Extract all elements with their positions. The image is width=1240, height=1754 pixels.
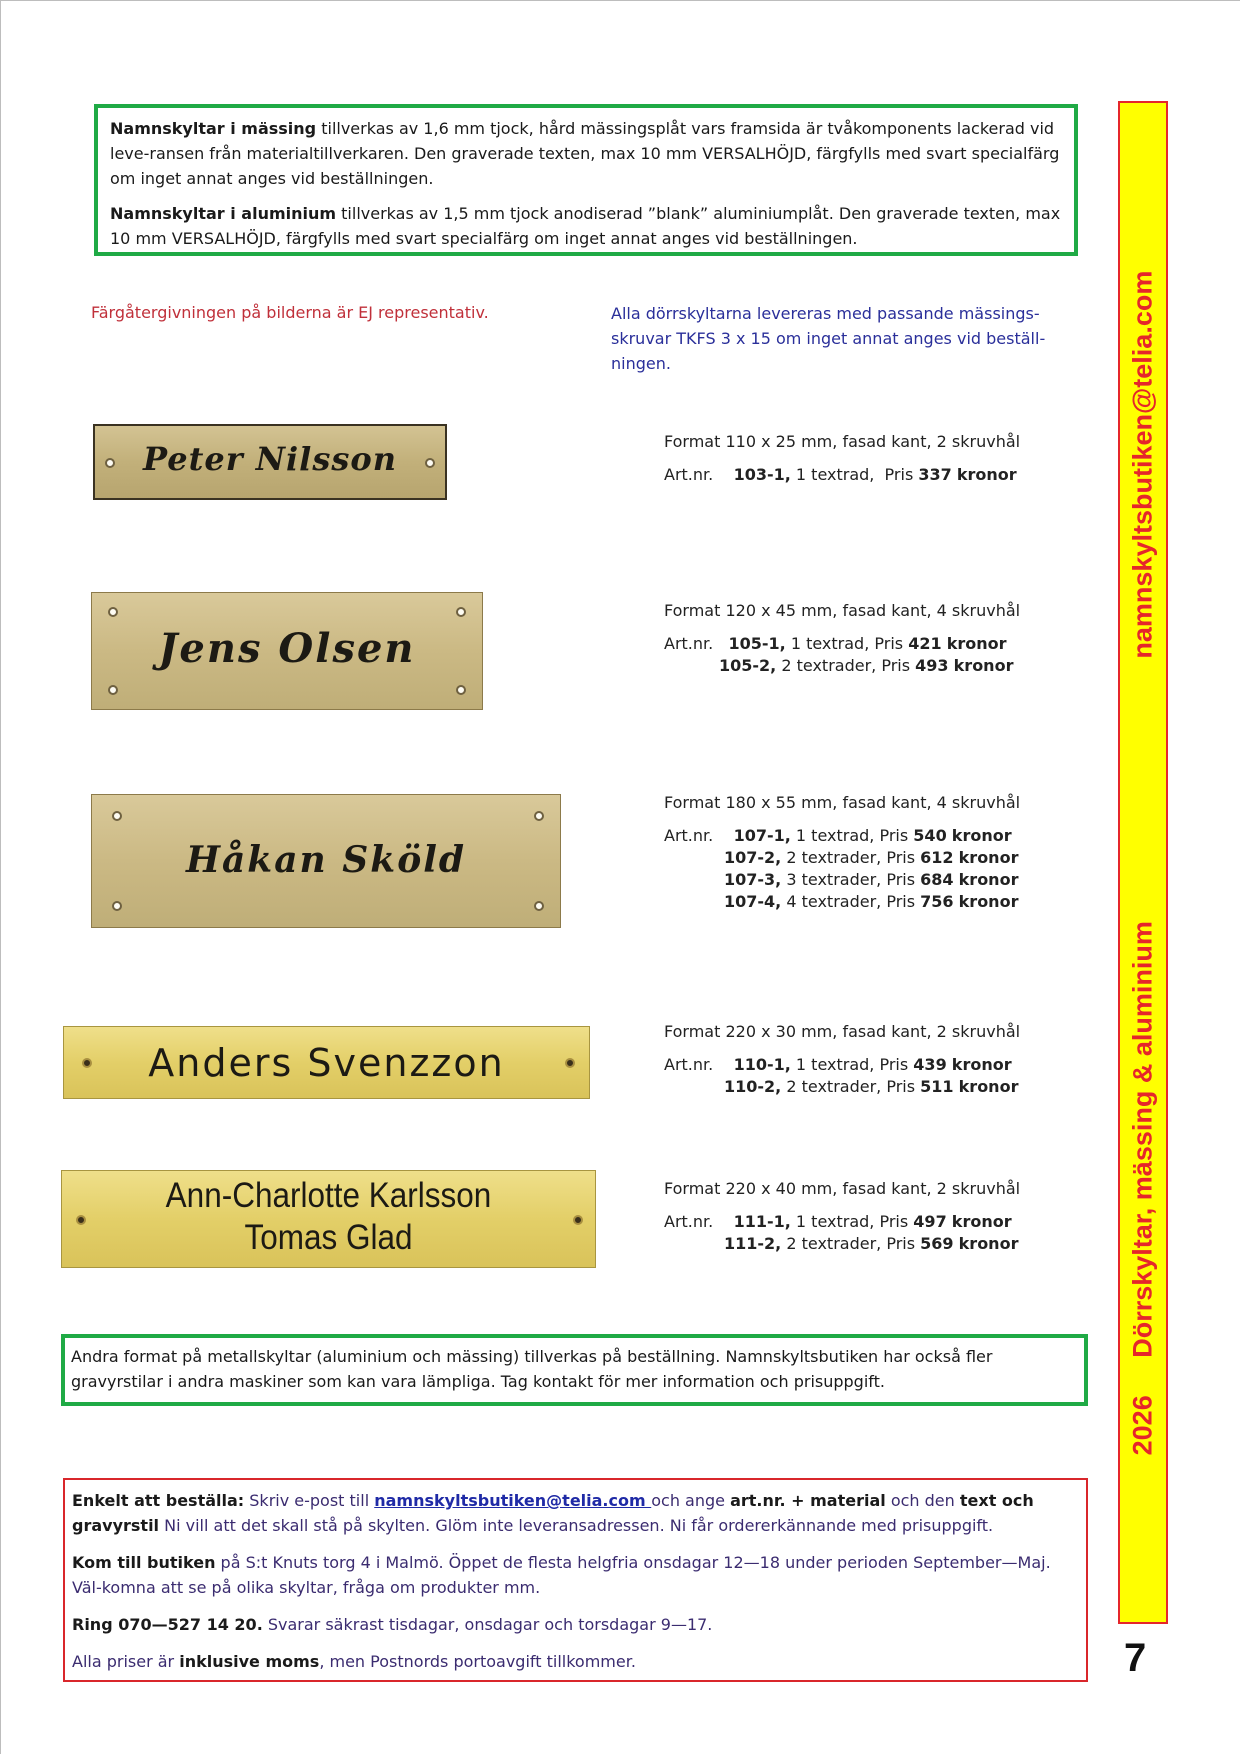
art-label: Art.nr. — [664, 634, 714, 653]
intro-aluminium-lead: Namnskyltar i aluminium — [110, 204, 337, 223]
product-info-103 — [664, 431, 1020, 486]
screws-note: Alla dörrskyltarna levereras med passande mässings-skruvar TKFS 3 x 15 om inget annat anges vid beställ-ningen. — [611, 304, 1046, 373]
product-info-110 — [664, 1021, 1020, 1098]
variant-desc: 1 textrad, — [795, 1055, 875, 1074]
shop-paragraph — [72, 1550, 1079, 1600]
product-variant — [664, 464, 1020, 486]
page-number: 7 — [1124, 1636, 1147, 1680]
price-currency: kronor — [951, 1055, 1012, 1074]
price-currency: kronor — [956, 465, 1017, 484]
product-variant — [664, 633, 1020, 655]
price-currency: kronor — [951, 826, 1012, 845]
art-code: 107-1, — [733, 826, 791, 845]
product-variant — [664, 1076, 1020, 1098]
price-currency: kronor — [958, 870, 1019, 889]
product-info-107 — [664, 792, 1020, 913]
order-email-link[interactable]: namnskyltsbutiken@telia.com — [374, 1491, 652, 1510]
shop-text: på S:t Knuts torg 4 i Malmö. Öppet de flesta helgfria onsdagar 12—18 under perioden September—Maj. Väl-komna att se på olika skyltar, fråga om produkter mm. — [72, 1553, 1051, 1597]
other-formats-box — [61, 1334, 1088, 1406]
price-currency: kronor — [958, 1234, 1019, 1253]
price-label: Pris — [886, 892, 916, 911]
order-text-4: Ni vill att det skall stå på skylten. Glöm inte leveransadressen. Ni får ordererkännande med prisuppgift. — [159, 1516, 994, 1535]
order-bold-2: text och gravyrstil — [72, 1491, 1034, 1535]
art-label: Art.nr. — [664, 826, 714, 845]
price-label: Pris — [886, 1077, 916, 1096]
price-label: Pris — [879, 1055, 909, 1074]
art-code: 107-3, — [724, 870, 782, 889]
art-code: 105-1, — [728, 634, 786, 653]
art-code: 107-4, — [724, 892, 782, 911]
order-paragraph — [72, 1488, 1079, 1538]
price-currency: kronor — [953, 656, 1014, 675]
price-currency: kronor — [958, 892, 1019, 911]
art-label: Art.nr. — [664, 1212, 714, 1231]
price-value: 756 — [920, 892, 954, 911]
order-bold-1: art.nr. + material — [730, 1491, 886, 1510]
screw-hole — [108, 607, 118, 617]
product-variant — [664, 825, 1020, 847]
art-code: 107-2, — [724, 848, 782, 867]
plate-text: Jens Olsen — [158, 625, 416, 672]
shop-lead: Kom till butiken — [72, 1553, 216, 1572]
intro-brass — [110, 116, 1062, 191]
phone-lead: Ring 070—527 14 20. — [72, 1615, 263, 1634]
intro-aluminium-text: tillverkas av 1,5 mm tjock anodiserad ”blank” aluminiumplåt. Den graverade texten, max 10 mm VERSALHÖJD, färgfylls med svart specialfärg om inget annat anges vid beställningen. — [110, 204, 1061, 248]
plate-text: Anders Svenzzon — [148, 1041, 505, 1085]
art-label: Art.nr. — [664, 465, 714, 484]
intro-brass-lead: Namnskyltar i mässing — [110, 119, 317, 138]
screw-hole — [534, 811, 544, 821]
screw-hole — [112, 811, 122, 821]
prices-paragraph — [72, 1649, 1079, 1674]
product-variant — [664, 1054, 1020, 1076]
order-text-3: och den — [885, 1491, 960, 1510]
price-value: 497 — [913, 1212, 947, 1231]
art-code: 110-2, — [724, 1077, 782, 1096]
price-label: Pris — [879, 1212, 909, 1231]
product-variant — [664, 847, 1020, 869]
product-format: Format 120 x 45 mm, fasad kant, 4 skruvhål — [664, 601, 1021, 620]
price-label: Pris — [886, 870, 916, 889]
variant-desc: 1 textrad, — [795, 1212, 875, 1231]
price-value: 439 — [913, 1055, 947, 1074]
product-format: Format 220 x 40 mm, fasad kant, 2 skruvhål — [664, 1179, 1021, 1198]
phone-text: Svarar säkrast tisdagar, onsdagar och torsdagar 9—17. — [262, 1615, 713, 1634]
product-format: Format 110 x 25 mm, fasad kant, 2 skruvhål — [664, 432, 1021, 451]
art-code: 110-1, — [733, 1055, 791, 1074]
price-label: Pris — [886, 1234, 916, 1253]
order-text-2: och ange — [651, 1491, 731, 1510]
price-label: Pris — [874, 634, 904, 653]
screw-hole — [573, 1215, 583, 1225]
price-currency: kronor — [946, 634, 1007, 653]
screw-hole — [456, 685, 466, 695]
price-value: 421 — [908, 634, 942, 653]
price-value: 540 — [913, 826, 947, 845]
art-code: 103-1, — [733, 465, 791, 484]
price-label: Pris — [886, 848, 916, 867]
prices-bold: inklusive moms — [179, 1652, 320, 1671]
plate-anders-svenzzon — [63, 1026, 590, 1099]
phone-paragraph — [72, 1612, 1079, 1637]
plate-ann-charlotte-karlsson — [61, 1170, 596, 1268]
plate-text-line-1: Ann-Charlotte Karlsson — [165, 1176, 492, 1215]
price-value: 569 — [920, 1234, 954, 1253]
plate-peter-nilsson — [93, 424, 447, 500]
art-code: 111-1, — [733, 1212, 791, 1231]
plate-text: Håkan Sköld — [185, 839, 467, 881]
variant-desc: 2 textrader, — [781, 656, 877, 675]
order-lead: Enkelt att beställa: — [72, 1491, 245, 1510]
screw-hole — [76, 1215, 86, 1225]
screw-hole — [112, 901, 122, 911]
price-label: Pris — [881, 656, 911, 675]
product-variant — [664, 1211, 1020, 1233]
price-value: 511 — [920, 1077, 954, 1096]
price-currency: kronor — [958, 848, 1019, 867]
variant-desc: 3 textrader, — [786, 870, 882, 889]
variant-desc: 2 textrader, — [786, 1234, 882, 1253]
prices-text-2: , men Postnords portoavgift tillkommer. — [319, 1652, 636, 1671]
other-formats-text: Andra format på metallskyltar (aluminium och mässing) tillverkas på beställning. Namnskyltsbutiken har också fler gravyrstilar i andra maskiner som kan vara lämpliga. Tag kontakt för mer information och prisuppgift. — [71, 1347, 993, 1391]
art-code: 105-2, — [719, 656, 777, 675]
price-currency: kronor — [951, 1212, 1012, 1231]
art-label: Art.nr. — [664, 1055, 714, 1074]
price-value: 684 — [920, 870, 954, 889]
variant-desc: 1 textrad, — [795, 826, 875, 845]
order-info-box — [63, 1478, 1088, 1682]
variant-desc: 2 textrader, — [786, 1077, 882, 1096]
art-code: 111-2, — [724, 1234, 782, 1253]
price-value: 493 — [915, 656, 949, 675]
product-variant — [664, 655, 1020, 677]
product-variant — [664, 891, 1020, 913]
intro-aluminium — [110, 201, 1062, 251]
price-label: Pris — [884, 465, 914, 484]
color-warning-note: Färgåtergivningen på bilderna är EJ representativ. — [91, 303, 489, 322]
product-info-111 — [664, 1178, 1020, 1255]
variant-desc: 1 textrad, — [790, 634, 870, 653]
product-variant — [664, 869, 1020, 891]
page-frame-top — [0, 0, 1240, 1]
screw-hole — [108, 685, 118, 695]
product-info-105 — [664, 600, 1020, 677]
sidebar-banner — [1118, 101, 1168, 1624]
screw-hole — [456, 607, 466, 617]
variant-desc: 4 textrader, — [786, 892, 882, 911]
intro-box — [94, 104, 1078, 256]
product-format: Format 220 x 30 mm, fasad kant, 2 skruvhål — [664, 1022, 1021, 1041]
screw-hole — [534, 901, 544, 911]
sidebar-text: 2026 Dörrskyltar, mässing & aluminium namnskyltsbutiken@telia.com — [1127, 270, 1158, 1455]
variant-desc: 1 textrad, — [795, 465, 875, 484]
product-variant — [664, 1233, 1020, 1255]
variant-desc: 2 textrader, — [786, 848, 882, 867]
product-format: Format 180 x 55 mm, fasad kant, 4 skruvhål — [664, 793, 1021, 812]
plate-hakan-skold — [91, 794, 561, 928]
price-value: 612 — [920, 848, 954, 867]
prices-text-1: Alla priser är — [72, 1652, 180, 1671]
plate-jens-olsen — [91, 592, 483, 710]
price-currency: kronor — [958, 1077, 1019, 1096]
price-label: Pris — [879, 826, 909, 845]
order-text-1: Skriv e-post till — [244, 1491, 375, 1510]
plate-text: Peter Nilsson — [143, 440, 397, 478]
intro-brass-text: tillverkas av 1,6 mm tjock, hård mässingsplåt vars framsida är tvåkomponents lackerad vid leve-ransen från materialtillverkaren. Den graverade texten, max 10 mm VERSALHÖJD, färgfylls med svart specialfärg om inget annat anges vid beställningen. — [110, 119, 1060, 188]
page-frame-left — [0, 0, 1, 1754]
price-value: 337 — [918, 465, 952, 484]
plate-text-line-2: Tomas Glad — [244, 1218, 413, 1257]
